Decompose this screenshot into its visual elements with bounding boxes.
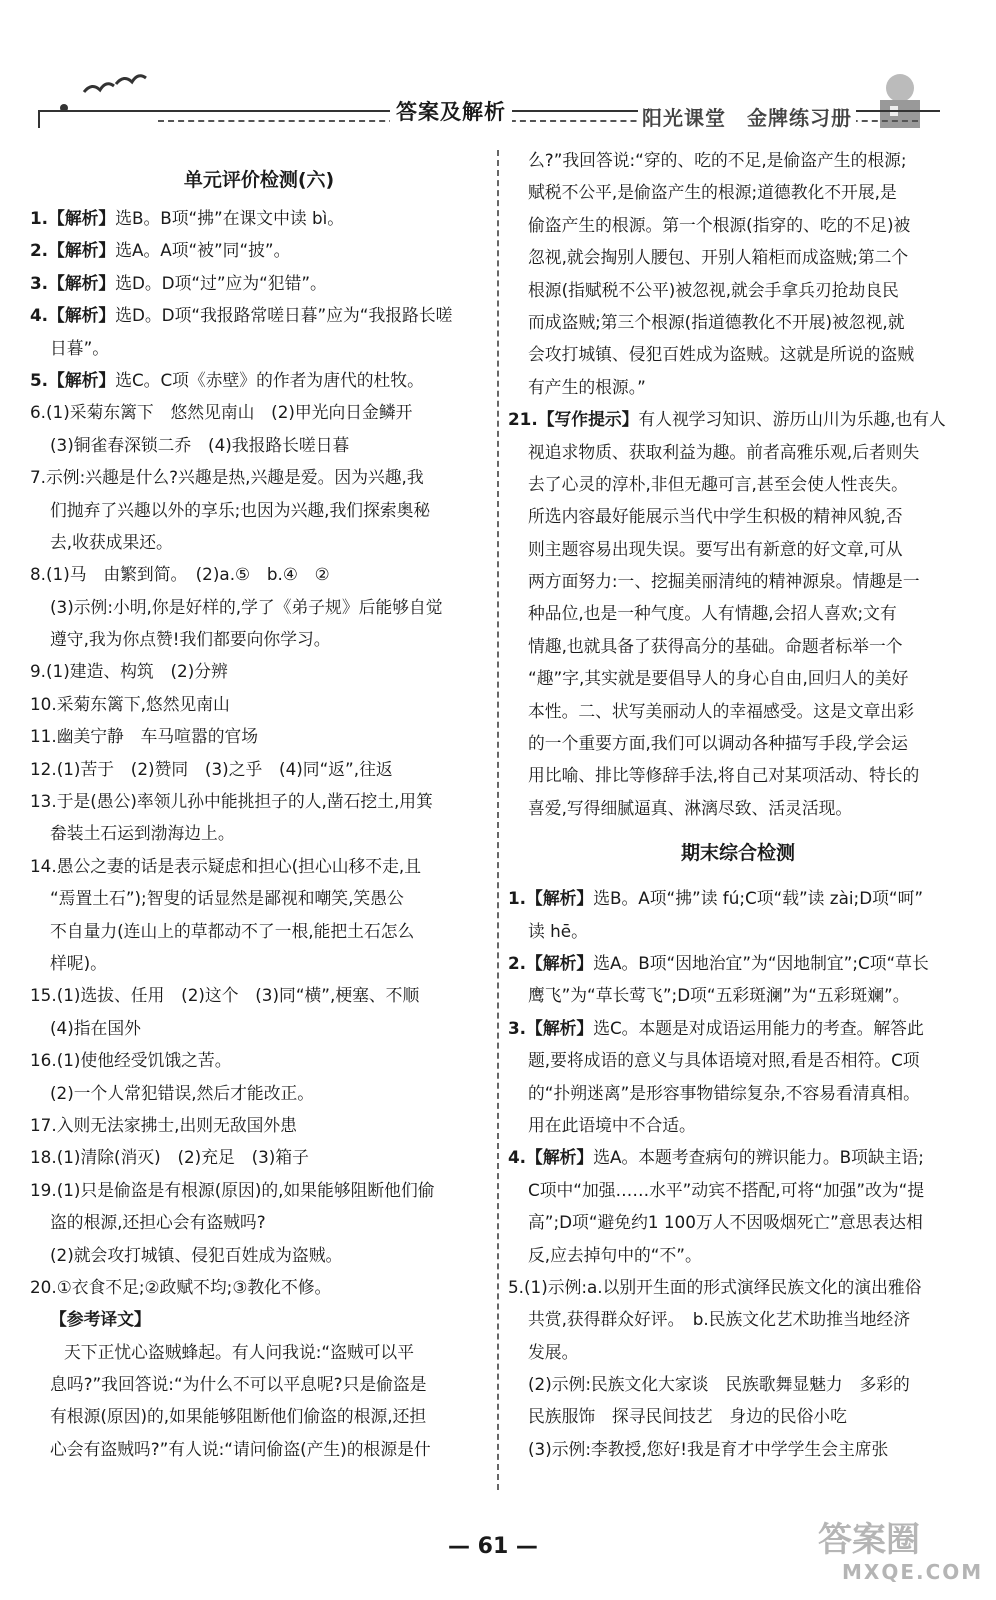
line-text: 两方面努力:一、挖掘美丽清纯的精神源泉。情趣是一 xyxy=(528,571,920,592)
line-text: 不自量力(连山上的草都动不了一根,能把土石怎么 xyxy=(50,920,415,941)
answer-tag: 1.【解析】 xyxy=(30,208,116,228)
text-line xyxy=(508,882,968,914)
watermark-url: MXQE.COM xyxy=(842,1560,984,1584)
line-text: “趣”字,其实就是要倡导人的身心自由,回归人的美好 xyxy=(528,668,909,689)
line-text: (2)就会攻打城镇、侵犯百姓成为盗贼。 xyxy=(50,1244,343,1265)
line-text: 选A。本题考查病句的辨识能力。B项缺主语; xyxy=(593,1147,924,1168)
text-line xyxy=(508,176,968,208)
line-text: 12.(1)苦于 (2)赞同 (3)之乎 (4)同“返”,往返 xyxy=(30,758,393,779)
line-text: 15.(1)选拔、任用 (2)这个 (3)同“横”,梗塞、不顺 xyxy=(30,985,420,1006)
text-line xyxy=(508,1077,968,1109)
text-line xyxy=(508,209,968,241)
line-text: 偷盗产生的根源。第一个根源(指穿的、吃的不足)被 xyxy=(528,214,911,235)
line-text: 的“扑朔迷离”是形容事物错综复杂,不容易看清真相。 xyxy=(528,1082,920,1103)
text-line xyxy=(30,1303,488,1335)
line-text: (3)示例:李教授,您好!我是育才中学学生会主席张 xyxy=(528,1438,889,1459)
text-line xyxy=(508,1174,968,1206)
text-line xyxy=(30,1206,488,1238)
line-text: 17.入则无法家拂士,出则无敌国外患 xyxy=(30,1114,297,1135)
line-text: 反,应去掉句中的“不”。 xyxy=(528,1244,702,1265)
line-text: 息吗?”我回答说:“为什么不可以平息呢?只是偷盗是 xyxy=(50,1374,427,1395)
text-line xyxy=(508,533,968,565)
text-line xyxy=(30,1012,488,1044)
text-line xyxy=(30,655,488,687)
text-line xyxy=(30,332,488,364)
text-line xyxy=(30,1239,488,1271)
line-text: 民族服饰 探寻民间技艺 身边的民俗小吃 xyxy=(528,1406,847,1427)
text-line xyxy=(30,817,488,849)
line-text: 心会有盗贼吗?”有人说:“请问偷盗(产生)的根源是什 xyxy=(50,1438,431,1459)
text-line xyxy=(508,727,968,759)
right-lines-top xyxy=(508,144,968,824)
text-line xyxy=(30,1044,488,1076)
column-divider xyxy=(497,150,499,1490)
header-title: 答案及解析 xyxy=(390,96,512,126)
line-text: “焉置土石”);智叟的话显然是鄙视和嘲笑,笑愚公 xyxy=(50,888,404,909)
line-text: (4)指在国外 xyxy=(50,1017,141,1038)
line-text: 有产生的根源。” xyxy=(528,376,646,397)
text-line xyxy=(30,591,488,623)
text-line xyxy=(508,915,968,947)
line-text: 赋税不公平,是偷盗产生的根源;道德教化不开展,是 xyxy=(528,182,897,203)
text-line xyxy=(30,1368,488,1400)
line-text: 18.(1)清除(消灭) (2)充足 (3)箱子 xyxy=(30,1147,309,1168)
line-text: 19.(1)只是偷盗是有根源(原因)的,如果能够阻断他们偷 xyxy=(30,1179,435,1200)
text-line xyxy=(508,1433,968,1465)
text-line xyxy=(508,1109,968,1141)
text-line xyxy=(508,1012,968,1044)
text-line xyxy=(508,1303,968,1335)
line-text: 用比喻、排比等修辞手法,将自己对某项活动、特长的 xyxy=(528,765,920,786)
text-line xyxy=(30,202,488,234)
text-line xyxy=(508,436,968,468)
line-text: 13.于是(愚公)率领儿孙中能挑担子的人,凿石挖土,用箕 xyxy=(30,791,433,812)
line-text: 选C。C项《赤壁》的作者为唐代的杜牧。 xyxy=(115,369,424,390)
line-text: 8.(1)马 由繁到简。 (2)a.⑤ b.④ ② xyxy=(30,564,330,585)
left-section-title: 单元评价检测(六) xyxy=(183,169,335,191)
line-text: 遵守,我为你点赞!我们都要向你学习。 xyxy=(50,629,331,650)
line-text: 20.①衣食不足;②政赋不均;③教化不修。 xyxy=(30,1276,332,1297)
text-line xyxy=(30,850,488,882)
line-text: 则主题容易出现失误。要写出有新意的好文章,可从 xyxy=(528,538,903,559)
text-line xyxy=(30,461,488,493)
answer-tag: 【参考译文】 xyxy=(50,1309,151,1330)
text-line xyxy=(30,947,488,979)
text-line xyxy=(508,371,968,403)
text-line xyxy=(30,882,488,914)
answer-tag: 2.【解析】 xyxy=(508,952,594,973)
text-line xyxy=(508,1141,968,1173)
text-line xyxy=(30,234,488,266)
line-text: 么?”我回答说:“穿的、吃的不足,是偷盗产生的根源; xyxy=(528,150,907,170)
line-text: C项中“加强……水平”动宾不搭配,可将“加强”改为“提 xyxy=(528,1179,925,1200)
text-line xyxy=(30,753,488,785)
line-text: 发展。 xyxy=(528,1341,579,1362)
text-line xyxy=(508,1336,968,1368)
line-text: (2)示例:民族文化大家谈 民族歌舞显魅力 多彩的 xyxy=(528,1374,910,1395)
line-text: 视追求物质、获取利益为趣。前者高雅乐观,后者则失 xyxy=(528,441,920,462)
text-line xyxy=(30,364,488,396)
text-line xyxy=(508,468,968,500)
text-line xyxy=(508,306,968,338)
line-text: 选A。A项“被”同“披”。 xyxy=(115,240,291,261)
line-text: 根源(指赋税不公平)被忽视,就会手拿兵刃抢劫良民 xyxy=(528,279,899,300)
text-line xyxy=(30,785,488,817)
text-line xyxy=(30,396,488,428)
text-line xyxy=(508,1400,968,1432)
line-text: 种品位,也是一种气度。人有情趣,会招人喜欢;文有 xyxy=(528,603,897,624)
right-column xyxy=(508,144,968,1465)
text-line xyxy=(508,500,968,532)
line-text: 选D。D项“过”应为“犯错”。 xyxy=(115,272,327,293)
text-line xyxy=(30,267,488,299)
line-text: (3)铜雀春深锁二乔 (4)我报路长嗟日暮 xyxy=(50,434,350,455)
text-line xyxy=(508,792,968,824)
line-text: 所选内容最好能展示当代中学生积极的精神风貌,否 xyxy=(528,506,903,527)
line-text: 喜爱,写得细腻逼真、淋漓尽致、活灵活现。 xyxy=(528,797,853,818)
text-line xyxy=(508,1239,968,1271)
page-number: — 61 — xyxy=(448,1534,538,1559)
header-dot xyxy=(60,104,68,112)
text-line xyxy=(30,1433,488,1465)
right-lines-bottom xyxy=(508,882,968,1465)
text-line xyxy=(30,1109,488,1141)
line-text: 共赏,获得群众好评。 b.民族文化艺术助推当地经济 xyxy=(528,1309,911,1330)
text-line xyxy=(508,695,968,727)
line-text: 选C。本题是对成语运用能力的考查。解答此 xyxy=(593,1017,924,1038)
line-text: 选D。D项“我报路常嗟日暮”应为“我报路长嗟 xyxy=(115,305,453,326)
answer-tag: 4.【解析】 xyxy=(30,305,116,326)
line-text: 畚装土石运到渤海边上。 xyxy=(50,823,235,844)
text-line xyxy=(508,1206,968,1238)
line-text: 有人视学习知识、游历山川为乐趣,也有人 xyxy=(638,409,946,430)
line-text: 9.(1)建造、构筑 (2)分辨 xyxy=(30,661,228,682)
text-line xyxy=(508,759,968,791)
text-line xyxy=(508,144,968,176)
line-text: 11.幽美宁静 车马喧嚣的官场 xyxy=(30,726,259,747)
answer-tag: 2.【解析】 xyxy=(30,240,116,261)
line-text: (2)一个人常犯错误,然后才能改正。 xyxy=(50,1082,315,1103)
text-line xyxy=(30,688,488,720)
line-text: 16.(1)使他经受饥饿之苦。 xyxy=(30,1050,232,1071)
text-line xyxy=(30,623,488,655)
line-text: 5.(1)示例:a.以别开生面的形式演绎民族文化的演出雅俗 xyxy=(508,1276,922,1297)
text-line xyxy=(30,299,488,331)
answer-tag: 4.【解析】 xyxy=(508,1147,594,1168)
line-text: 天下正忧心盗贼蜂起。有人问我说:“盗贼可以平 xyxy=(64,1341,414,1362)
text-line xyxy=(30,1400,488,1432)
line-text: 10.采菊东篱下,悠然见南山 xyxy=(30,693,230,714)
line-text: 6.(1)采菊东篱下 悠然见南山 (2)甲光向日金鳞开 xyxy=(30,402,413,423)
line-text: 忽视,就会掏别人腰包、开别人箱柜而成盗贼;第二个 xyxy=(528,247,909,268)
line-text: 题,要将成语的意义与具体语境对照,看是否相符。C项 xyxy=(528,1050,920,1071)
line-text: 去了心灵的淳朴,非但无趣可言,甚至会使人性丧失。 xyxy=(528,473,908,494)
right-section-title: 期末综合检测 xyxy=(680,842,795,865)
text-line xyxy=(30,720,488,752)
left-lines xyxy=(30,202,488,1465)
line-text: 去,收获成果还。 xyxy=(50,531,173,552)
line-text: (3)示例:小明,你是好样的,学了《弟子规》后能够自觉 xyxy=(50,596,443,617)
text-line xyxy=(30,1271,488,1303)
text-line xyxy=(508,630,968,662)
text-line xyxy=(30,1174,488,1206)
text-line xyxy=(508,241,968,273)
line-text: 会攻打城镇、侵犯百姓成为盗贼。这就是所说的盗贼 xyxy=(528,344,914,365)
text-line xyxy=(30,915,488,947)
page-header xyxy=(38,96,958,130)
text-line xyxy=(30,1141,488,1173)
line-text: 而成盗贼;第三个根源(指道德教化不开展)被忽视,就 xyxy=(528,311,905,332)
line-text: 盗的根源,还担心会有盗贼吗? xyxy=(50,1212,266,1233)
line-text: 本性。二、状写美丽动人的幸福感受。这是文章出彩 xyxy=(528,700,914,721)
answer-tag: 1.【解析】 xyxy=(508,888,594,909)
text-line xyxy=(508,947,968,979)
text-line xyxy=(508,597,968,629)
line-text: 用在此语境中不合适。 xyxy=(528,1114,696,1135)
answer-tag: 3.【解析】 xyxy=(30,272,116,293)
left-column xyxy=(30,158,488,1465)
text-line xyxy=(508,662,968,694)
text-line xyxy=(508,274,968,306)
text-line xyxy=(508,1044,968,1076)
text-line xyxy=(508,338,968,370)
line-text: 选A。B项“因地治宜”为“因地制宜”;C项“草长 xyxy=(593,952,929,973)
text-line xyxy=(30,526,488,558)
text-line xyxy=(30,494,488,526)
line-text: 读 hē。 xyxy=(528,920,588,941)
text-line xyxy=(30,429,488,461)
line-text: 14.愚公之妻的话是表示疑虑和担心(担心山移不走,且 xyxy=(30,855,421,876)
line-text: 高”;D项“避免约1 100万人不因吸烟死亡”意思表达相 xyxy=(528,1212,923,1233)
text-line xyxy=(508,979,968,1011)
text-line xyxy=(30,1077,488,1109)
text-line xyxy=(30,1336,488,1368)
line-text: 的一个重要方面,我们可以调动各种描写手段,学会运 xyxy=(528,733,908,754)
answer-tag: 3.【解析】 xyxy=(508,1017,594,1038)
header-brand: 阳光课堂 金牌练习册 xyxy=(638,102,856,131)
line-text: 有根源(原因)的,如果能够阻断他们偷盗的根源,还担 xyxy=(50,1406,427,1427)
line-text: 选B。B项“拂”在课文中读 bì。 xyxy=(115,208,345,228)
line-text: 们抛弃了兴趣以外的享乐;也因为兴趣,我们探索奥秘 xyxy=(50,499,431,520)
line-text: 选B。A项“拂”读 fú;C项“载”读 zài;D项“呵” xyxy=(593,888,924,909)
text-line xyxy=(30,558,488,590)
text-line xyxy=(508,1368,968,1400)
line-text: 鹰飞”为“草长莺飞”;D项“五彩斑澜”为“五彩斑斓”。 xyxy=(528,985,910,1006)
text-line xyxy=(508,403,968,435)
text-line xyxy=(30,979,488,1011)
answer-tag: 21.【写作提示】 xyxy=(508,409,639,430)
text-line xyxy=(508,565,968,597)
answer-tag: 5.【解析】 xyxy=(30,369,116,390)
line-text: 日暮”。 xyxy=(50,337,110,358)
line-text: 样呢)。 xyxy=(50,952,107,973)
text-line xyxy=(508,1271,968,1303)
line-text: 情趣,也就具备了获得高分的基础。命题者标举一个 xyxy=(528,635,903,656)
line-text: 7.示例:兴趣是什么?兴趣是热,兴趣是爱。因为兴趣,我 xyxy=(30,467,424,488)
watermark-logo: 答案圈 xyxy=(818,1520,920,1560)
